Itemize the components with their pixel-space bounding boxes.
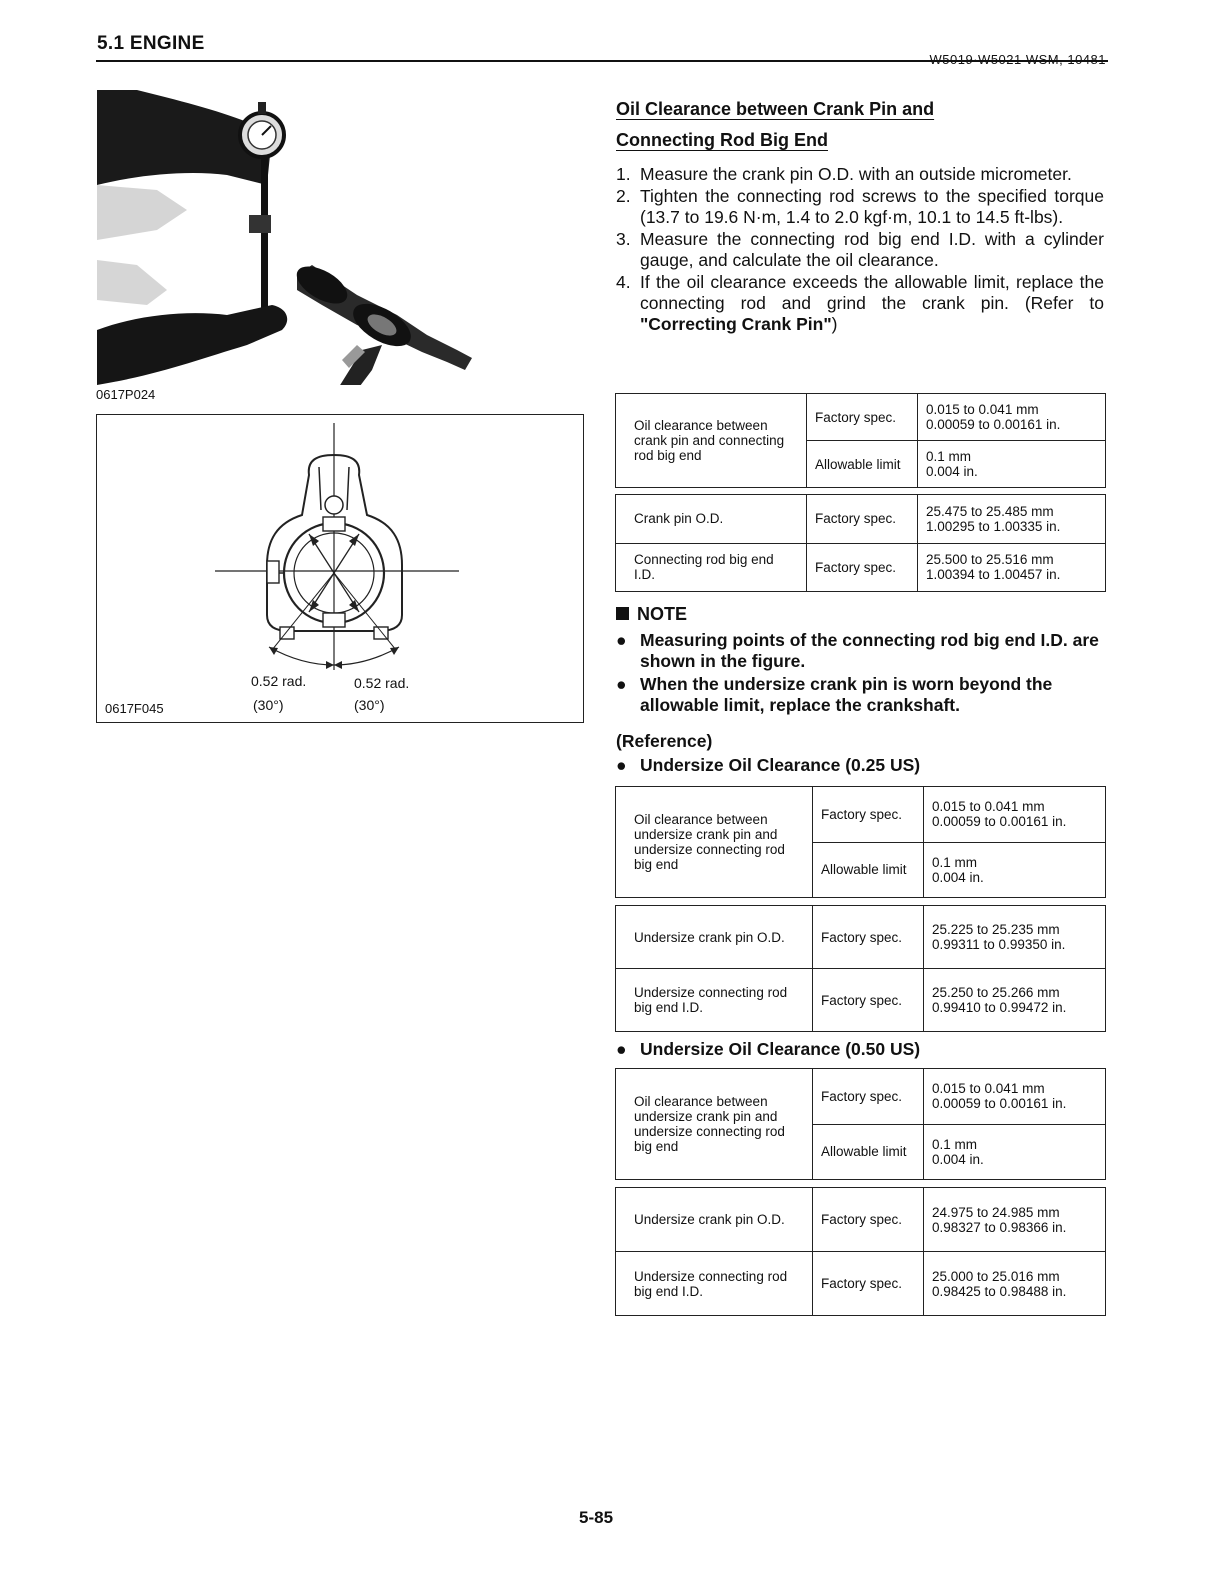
table-spec-label: Factory spec. — [807, 543, 918, 592]
table-value: 25.000 to 25.016 mm 0.98425 to 0.98488 in. — [924, 1252, 1106, 1316]
step-ref-prefix: (Refer to — [1008, 293, 1104, 313]
connecting-rod-diagram — [97, 415, 585, 724]
step-text: Tighten the connecting rod screws to the specified torque (13.7 to 19.6 N·m, 1.4 to 2.0 kgf·m, 10.1 to 14.5 ft-lbs). — [640, 186, 1104, 227]
table-value: 25.475 to 25.485 mm 1.00295 to 1.00335 in. — [918, 495, 1106, 544]
table-value: 25.500 to 25.516 mm 1.00394 to 1.00457 in. — [918, 543, 1106, 592]
angle-left-degree: (30°) — [253, 697, 284, 713]
step-number: 4. — [616, 272, 631, 292]
step-number: 2. — [616, 186, 631, 206]
table-item-label: Connecting rod big end I.D. — [616, 543, 807, 592]
angle-left-label: 0.52 rad. — [251, 673, 307, 689]
table-value: 0.015 to 0.041 mm 0.00059 to 0.00161 in. — [924, 1069, 1106, 1125]
table-spec-label: Factory spec. — [807, 495, 918, 544]
photo-caption: 0617P024 — [96, 387, 156, 402]
bullet-icon: ● — [616, 755, 627, 775]
bullet-icon: ● — [616, 1039, 627, 1059]
figure-caption: 0617F045 — [105, 701, 164, 716]
crank-pin-table — [615, 494, 1106, 592]
step-item — [616, 186, 1104, 228]
table-spec-label: Factory spec. — [813, 969, 924, 1032]
table-item-label: Undersize crank pin O.D. — [616, 1188, 813, 1252]
header-divider — [96, 60, 1108, 62]
table-spec-label: Factory spec. — [813, 1069, 924, 1125]
table-spec-label: Factory spec. — [813, 1188, 924, 1252]
table-spec-label: Factory spec. — [813, 1252, 924, 1316]
section-heading-line2: Connecting Rod Big End — [616, 130, 828, 150]
step-text: Measure the crank pin O.D. with an outside micrometer. — [640, 164, 1072, 184]
note-item: ● When the undersize crank pin is worn beyond the allowable limit, replace the crankshaft. — [616, 674, 1053, 715]
table-spec-label: Factory spec. — [813, 787, 924, 843]
table-spec-label: Allowable limit — [813, 1124, 924, 1180]
table-value: 0.1 mm 0.004 in. — [924, 1124, 1106, 1180]
step-text: Measure the connecting rod big end I.D. with a cylinder gauge, and calculate the oil clearance. — [640, 229, 1104, 270]
table-spec-label: Factory spec. — [813, 906, 924, 969]
table-item-label: Undersize connecting rod big end I.D. — [616, 1252, 813, 1316]
undersize-025-heading: ● Undersize Oil Clearance (0.25 US) — [616, 755, 921, 775]
table-item-label: Crank pin O.D. — [616, 495, 807, 544]
note-square-icon — [616, 607, 629, 620]
table-item-label: Oil clearance between undersize crank pin and undersize connecting rod big end — [616, 787, 813, 898]
table-value: 25.225 to 25.235 mm 0.99311 to 0.99350 in. — [924, 906, 1106, 969]
table-item-label: Undersize crank pin O.D. — [616, 906, 813, 969]
step-ref-link-text: "Correcting Crank Pin" — [640, 314, 832, 334]
table-item-label: Oil clearance between crank pin and connecting rod big end — [616, 394, 807, 488]
bullet-icon: ● — [616, 674, 627, 694]
table-item-label: Undersize connecting rod big end I.D. — [616, 969, 813, 1032]
bullet-icon: ● — [616, 630, 627, 650]
undersize-050-dimension-table — [615, 1187, 1106, 1316]
undersize-025-oil-clearance-table — [615, 786, 1106, 898]
note-item: ● Measuring points of the connecting rod big end I.D. are shown in the figure. — [616, 630, 1099, 671]
step-item — [616, 164, 1104, 185]
step-text: If the oil clearance exceeds the allowable limit, replace the connecting rod and grind the crank pin. — [640, 272, 1104, 313]
table-value: 24.975 to 24.985 mm 0.98327 to 0.98366 in. — [924, 1188, 1106, 1252]
step-item — [616, 272, 1104, 335]
procedure-steps — [616, 164, 1104, 336]
undersize-025-dimension-table — [615, 905, 1106, 1032]
angle-right-degree: (30°) — [354, 697, 385, 713]
table-spec-label: Factory spec. — [807, 394, 918, 441]
section-heading-line1: Oil Clearance between Crank Pin and — [616, 99, 935, 119]
table-value: 25.250 to 25.266 mm 0.99410 to 0.99472 in. — [924, 969, 1106, 1032]
step-number: 3. — [616, 229, 631, 249]
note-heading: NOTE — [616, 604, 687, 625]
page-number: 5-85 — [579, 1508, 614, 1527]
undersize-050-heading: ● Undersize Oil Clearance (0.50 US) — [616, 1039, 921, 1059]
table-spec-label: Allowable limit — [813, 842, 924, 898]
angle-right-label: 0.52 rad. — [354, 675, 410, 691]
step-item — [616, 229, 1104, 271]
reference-heading: (Reference) — [616, 731, 713, 751]
section-title: 5.1 ENGINE — [97, 33, 205, 54]
table-value: 0.1 mm 0.004 in. — [924, 842, 1106, 898]
document-reference: W5019·W5021 WSM, 10481 — [929, 52, 1106, 67]
table-spec-label: Allowable limit — [807, 441, 918, 488]
step-number: 1. — [616, 164, 631, 184]
connecting-rod-figure — [96, 414, 584, 723]
crank-pin-measurement-photo — [97, 90, 497, 385]
table-value: 0.1 mm 0.004 in. — [918, 441, 1106, 488]
table-item-label: Oil clearance between undersize crank pin and undersize connecting rod big end — [616, 1069, 813, 1180]
step-ref-suffix: ) — [831, 314, 838, 334]
oil-clearance-table — [615, 393, 1106, 488]
undersize-050-oil-clearance-table — [615, 1068, 1106, 1180]
table-value: 0.015 to 0.041 mm 0.00059 to 0.00161 in. — [924, 787, 1106, 843]
table-value: 0.015 to 0.041 mm 0.00059 to 0.00161 in. — [918, 394, 1106, 441]
